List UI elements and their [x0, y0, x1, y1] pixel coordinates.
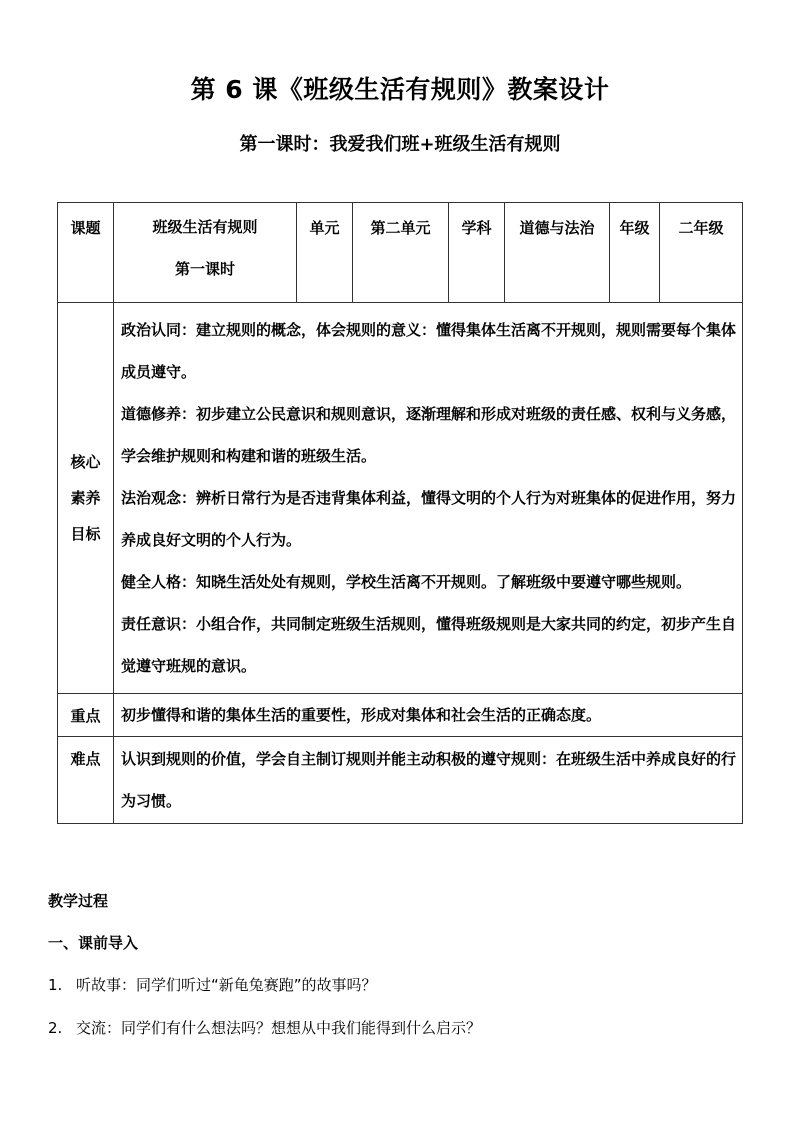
topic-value-line1: 班级生活有规则	[152, 218, 258, 236]
core-goals-content	[114, 303, 743, 694]
grade-value: 二年级	[660, 203, 743, 303]
table-header-row	[58, 203, 743, 303]
difficulty-row	[58, 737, 743, 824]
difficulty-label: 难点	[58, 737, 114, 824]
subject-value: 道德与法治	[505, 203, 610, 303]
core-goals-row	[58, 303, 743, 694]
key-point-label: 重点	[58, 694, 114, 737]
lesson-plan-table	[57, 202, 743, 824]
topic-label: 课题	[58, 203, 114, 303]
key-point-row	[58, 694, 743, 737]
core-goal-item: 健全人格：知晓生活处处有规则，学校生活离不开规则。了解班级中要遵守哪些规则。	[121, 573, 692, 591]
document-title: 第 6 课《班级生活有规则》教案设计	[190, 75, 610, 104]
core-goals-label-line1: 核心	[70, 453, 101, 471]
topic-value-line2: 第一课时	[174, 260, 235, 278]
list-item-number: 2.	[48, 1019, 63, 1037]
list-item-text: 交流：同学们有什么想法吗？想想从中我们能得到什么启示？	[76, 1019, 482, 1037]
core-goal-item: 责任意识：小组合作，共同制定班级生活规则，懂得班级规则是大家共同的约定，初步产生自觉遵守班规的意识。	[121, 615, 737, 675]
list-item-number: 1.	[48, 976, 63, 994]
core-goals-label	[58, 303, 114, 694]
list-item-text: 听故事：同学们听过“新龟兔赛跑”的故事吗？	[76, 976, 377, 994]
subject-label: 学科	[449, 203, 505, 303]
key-point-text: 初步懂得和谐的集体生活的重要性，形成对集体和社会生活的正确态度。	[114, 694, 743, 737]
difficulty-text: 认识到规则的价值，学会自主制订规则并能主动积极的遵守规则：在班级生活中养成良好的行为习惯。	[114, 737, 743, 824]
unit-value: 第二单元	[353, 203, 449, 303]
document-subtitle: 第一课时：我爱我们班+班级生活有规则	[239, 134, 561, 155]
process-heading: 教学过程	[48, 892, 109, 910]
grade-label: 年级	[610, 203, 660, 303]
list-item	[48, 1017, 481, 1038]
section-heading: 一、课前导入	[48, 934, 139, 952]
unit-label: 单元	[297, 203, 353, 303]
core-goal-item: 法治观念：辨析日常行为是否违背集体利益，懂得文明的个人行为对班集体的促进作用，努力养成良好文明的个人行为。	[121, 489, 737, 549]
core-goals-label-line2: 素养	[70, 489, 101, 507]
list-item	[48, 974, 377, 995]
core-goal-item: 道德修养：初步建立公民意识和规则意识，逐渐理解和形成对班级的责任感、权利与义务感，学会维护规则和构建和谐的班级生活。	[121, 405, 737, 465]
topic-value	[114, 203, 297, 303]
core-goals-label-line3: 目标	[70, 525, 101, 543]
core-goal-item: 政治认同：建立规则的概念，体会规则的意义：懂得集体生活离不开规则，规则需要每个集体成员遵守。	[121, 321, 737, 381]
